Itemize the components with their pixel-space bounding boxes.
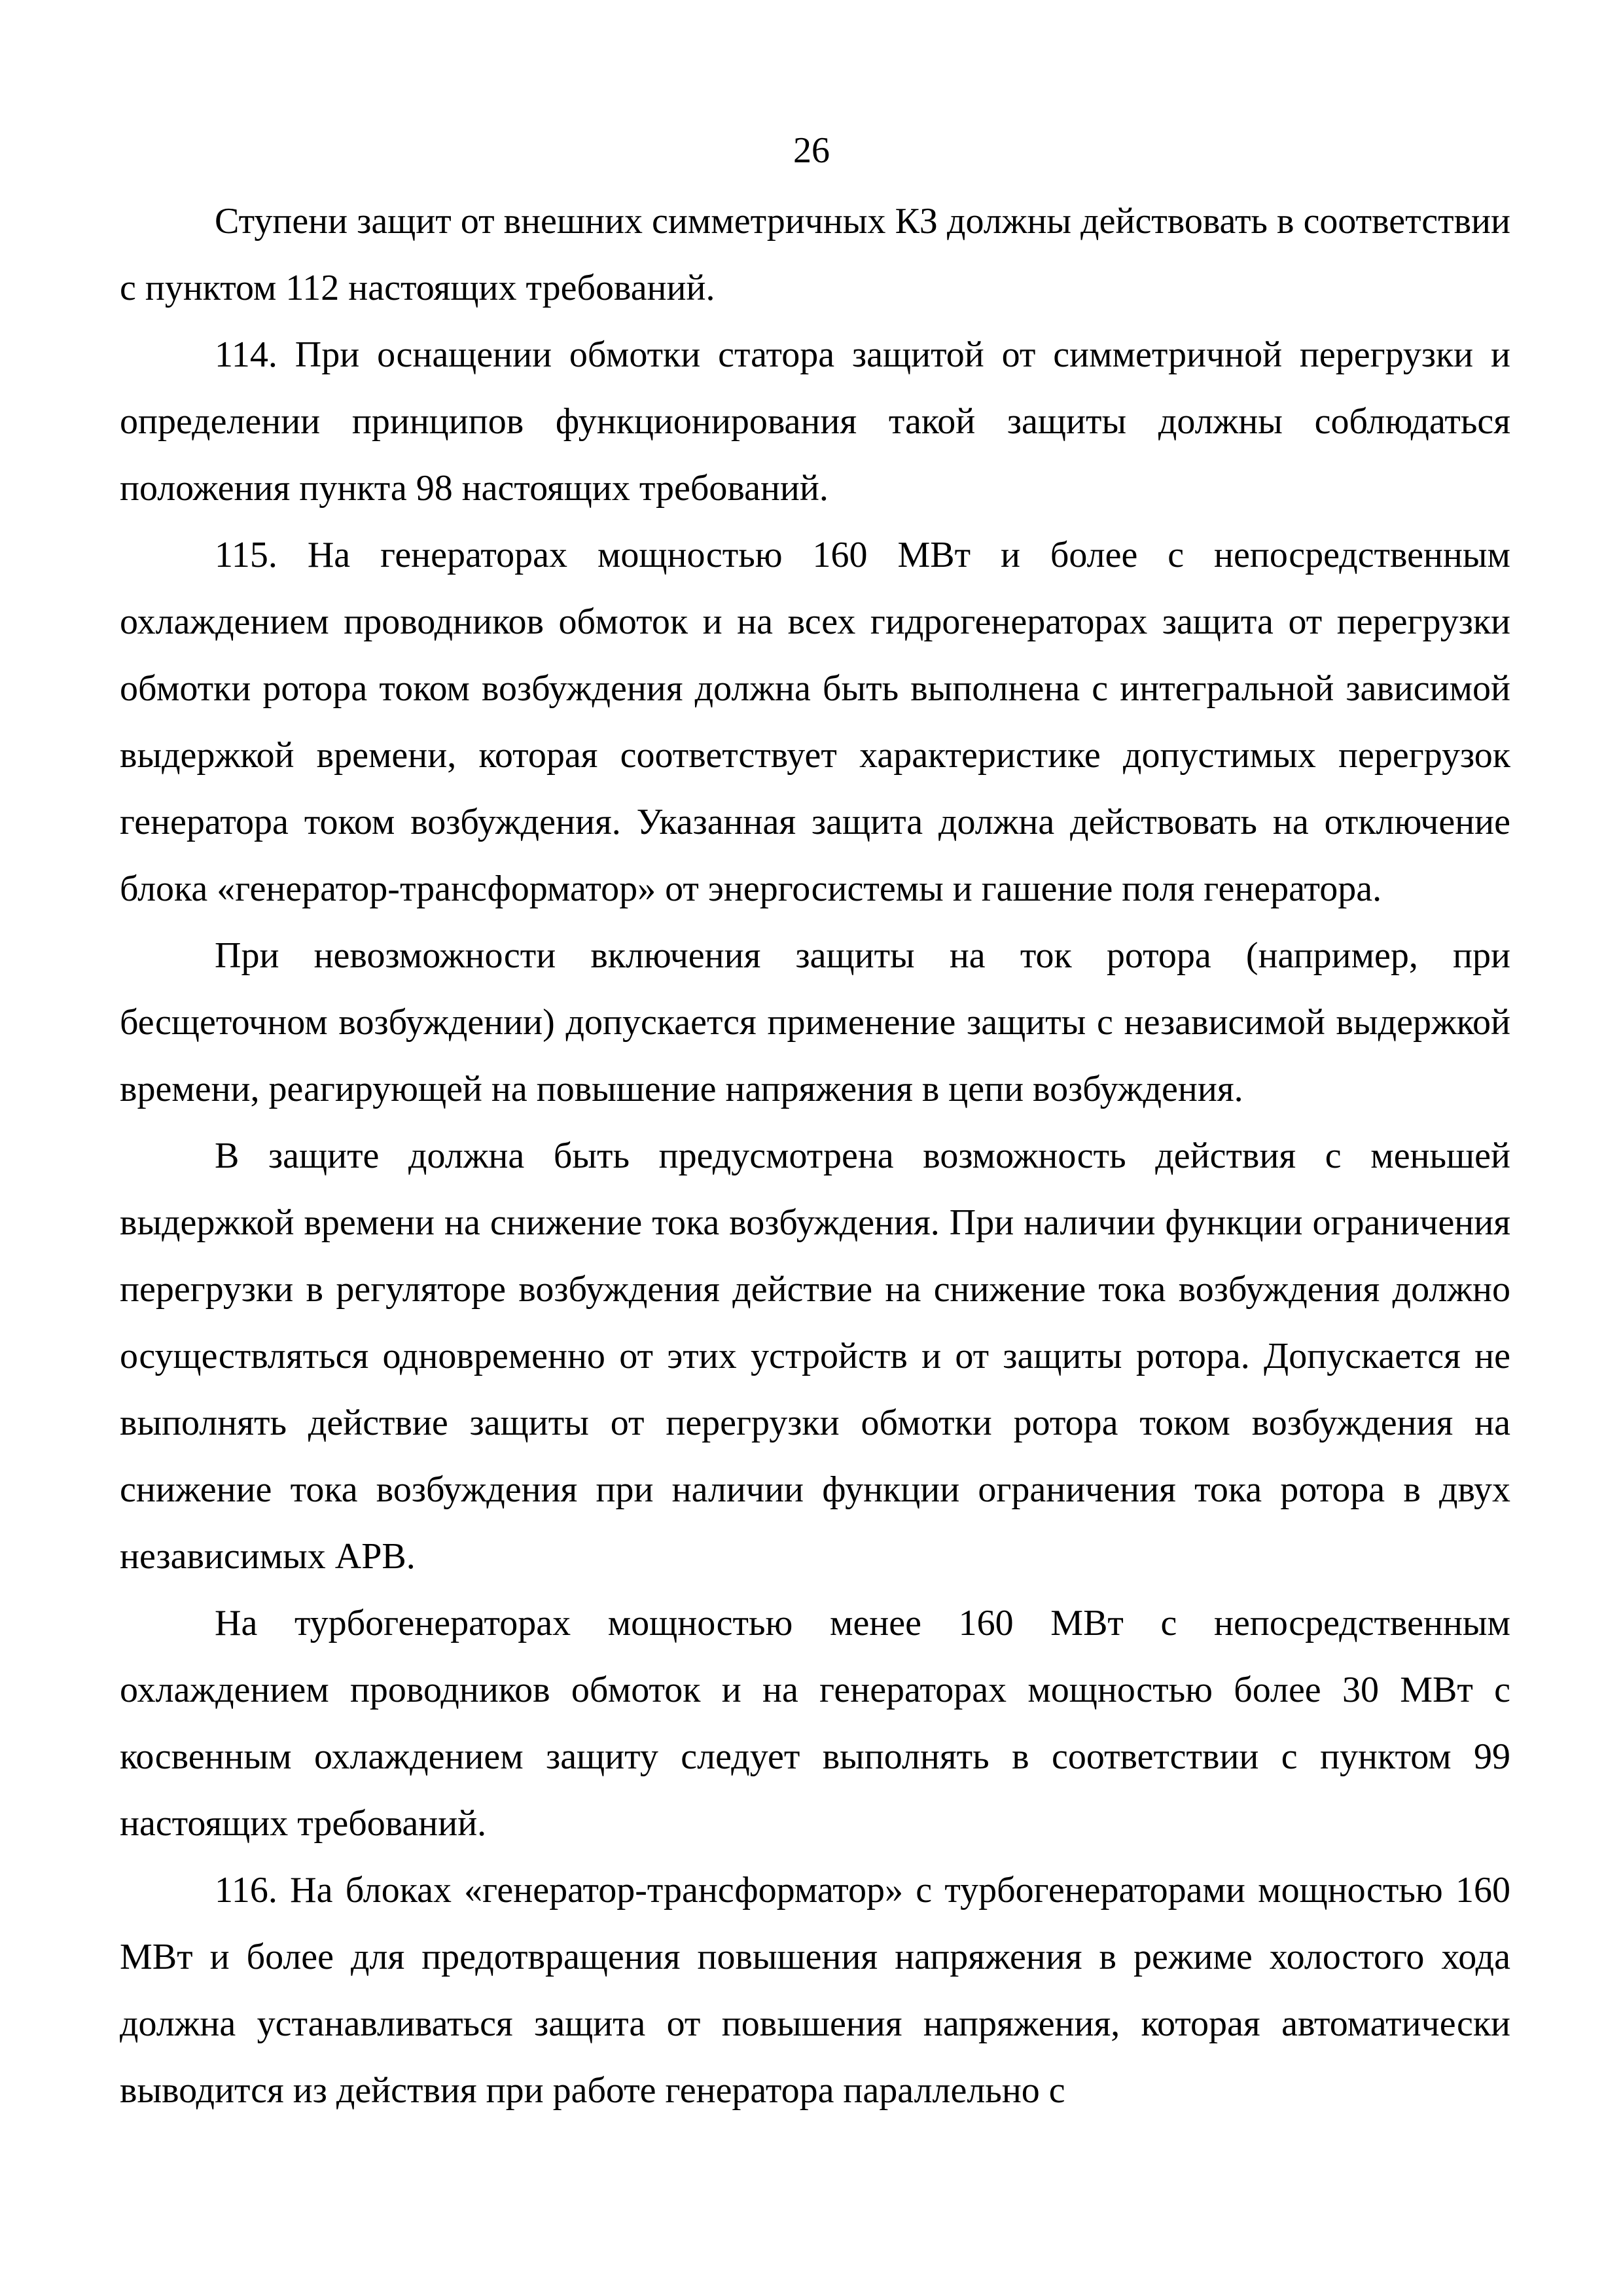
paragraph-116: 116. На блоках «генератор-трансформатор» с турбогенераторами мощностью 160 МВт и более для предотвращения повышения напряжения в режиме холостого хода должна устанавливаться защита от повышения напряжения, которая автоматически выводится из действия при работе генератора параллельно с — [120, 1870, 1510, 2111]
page-number: 26 — [793, 130, 830, 171]
document-body — [120, 188, 1510, 2124]
paragraph-rotor-current-alternative: При невозможности включения защиты на ток ротора (например, при бесщеточном возбуждении) допускается применение защиты с независимой выдержкой времени, реагирующей на повышение напряжения в цепи возбуждения. — [120, 935, 1510, 1109]
paragraph-115: 115. На генераторах мощностью 160 МВт и более с непосредственным охлаждением проводников обмоток и на всех гидрогенераторах защита от перегрузки обмотки ротора током возбуждения должна быть выполнена с интегральной зависимой выдержкой времени, которая соответствует характеристике допустимых перегрузок генератора током возбуждения. Указанная защита должна действовать на отключение блока «генератор-трансформатор» от энергосистемы и гашение поля генератора. — [120, 535, 1510, 909]
paragraph-stages-symmetric-faults: Ступени защит от внешних симметричных КЗ должны действовать в соответствии с пунктом 112 настоящих требований. — [120, 201, 1510, 308]
paragraph-excitation-reduction: В защите должна быть предусмотрена возможность действия с меньшей выдержкой времени на снижение тока возбуждения. При наличии функции ограничения перегрузки в регуляторе возбуждения действие на снижение тока возбуждения должно осуществляться одновременно от этих устройств и от защиты ротора. Допускается не выполнять действие защиты от перегрузки обмотки ротора током возбуждения на снижение тока возбуждения при наличии функции ограничения тока ротора в двух независимых АРВ. — [120, 1136, 1510, 1577]
paragraph-114: 114. При оснащении обмотки статора защитой от симметричной перегрузки и определении принципов функционирования такой защиты должны соблюдаться положения пункта 98 настоящих требований. — [120, 334, 1510, 509]
paragraph-turbogenerators-under-160: На турбогенераторах мощностью менее 160 МВт с непосредственным охлаждением проводников обмоток и на генераторах мощностью более 30 МВт с косвенным охлаждением защиту следует выполнять в соответствии с пунктом 99 настоящих требований. — [120, 1603, 1510, 1844]
